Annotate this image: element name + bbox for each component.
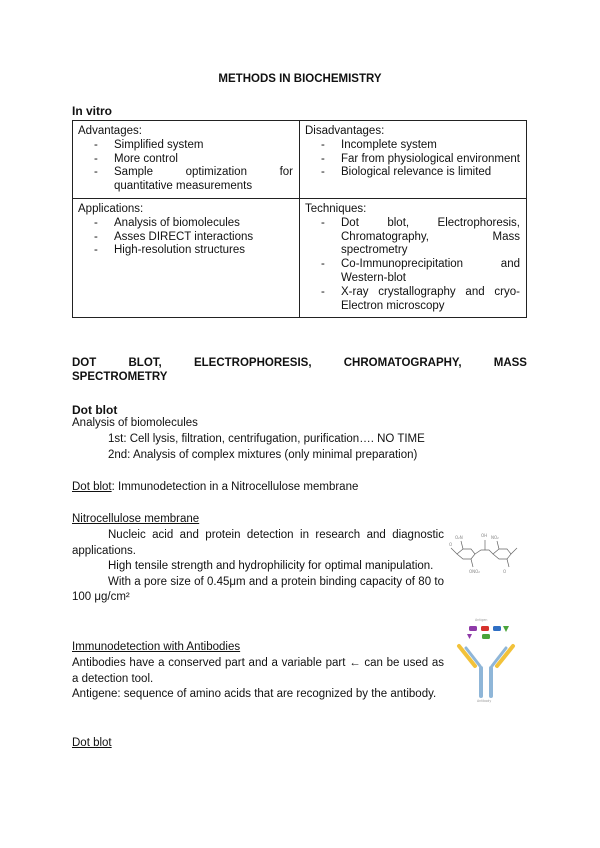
dot-blot-definition [72, 480, 358, 496]
disadvantage-item: - Biological relevance is limited [305, 166, 520, 180]
techniques-cell [300, 198, 527, 317]
advantage-item: - More control [78, 153, 293, 167]
nitrocellulose-text [72, 528, 444, 606]
svg-text:OH: OH [481, 533, 488, 538]
nitrocellulose-paragraph: Nucleic acid and protein detection in research and diagnostic applications. [72, 529, 444, 557]
in-vitro-heading: In vitro [72, 104, 113, 118]
heading-word: DOT [72, 357, 97, 369]
svg-text:NO₂: NO₂ [491, 535, 499, 540]
heading-line-2: SPECTROMETRY [72, 371, 168, 383]
disadvantage-item: - Incomplete system [305, 139, 520, 153]
antibody-figure [451, 614, 521, 706]
heading-word: BLOT, [128, 357, 162, 369]
application-item: - Analysis of biomolecules [78, 217, 293, 231]
heading-word: MASS [493, 357, 527, 369]
svg-text:ONO₂: ONO₂ [469, 569, 480, 574]
svg-text:O: O [503, 569, 507, 574]
step-1-text: 1st: Cell lysis, filtration, centrifugation, purification…. NO TIME [108, 433, 425, 445]
disadvantage-item: - Far from physiological environment [305, 153, 520, 167]
disadvantages-label: Disadvantages: [305, 125, 385, 137]
technique-item: - Dot blot, Electrophoresis, Chromatography, Mass spectrometry [305, 217, 520, 258]
immunodetection-paragraph: Antigene: sequence of amino acids that are recognized by the antibody. [72, 688, 437, 701]
nitrocellulose-heading: Nitrocellulose membrane [72, 513, 200, 525]
advantages-label: Advantages: [78, 125, 142, 137]
definition-term: Dot blot [72, 481, 112, 493]
immunodetection-text [72, 656, 444, 703]
advantage-item: - Simplified system [78, 139, 293, 153]
techniques-label: Techniques: [305, 202, 367, 215]
applications-label: Applications: [78, 202, 144, 215]
immunodetection-heading: Immunodetection with Antibodies [72, 641, 241, 653]
section-heading-methods [72, 356, 527, 384]
nitrocellulose-paragraph: With a pore size of 0.45μm and a protein binding capacity of 80 to 100 μg/cm² [72, 575, 444, 604]
heading-word: ELECTROPHORESIS, [193, 357, 312, 369]
heading-word: CHROMATOGRAPHY, [343, 357, 462, 369]
definition-text: : Immunodetection in a Nitrocellulose membrane [111, 481, 359, 493]
disadvantages-cell [300, 121, 527, 199]
applications-cell [73, 198, 300, 317]
nitrocellulose-structure-figure [447, 528, 521, 580]
application-item: - Asses DIRECT interactions [78, 231, 293, 245]
application-item: - High-resolution structures [78, 244, 293, 258]
page-title: METHODS IN BIOCHEMISTRY [218, 73, 382, 85]
svg-text:Antigen: Antigen [475, 618, 488, 622]
svg-text:O₂N: O₂N [455, 535, 463, 540]
advantages-cell [73, 121, 300, 199]
analysis-text: Analysis of biomolecules [72, 417, 198, 429]
svg-text:O: O [449, 542, 453, 547]
in-vitro-table [72, 120, 527, 318]
dot-blot-heading: Dot blot [72, 403, 118, 417]
nitrocellulose-paragraph: High tensile strength and hydrophilicity for optimal manipulation. [108, 560, 434, 573]
step-2-text: 2nd: Analysis of complex mixtures (only minimal preparation) [108, 449, 418, 461]
technique-item: - Co-Immunoprecipitation and Western-blot [305, 258, 520, 286]
svg-text:Antibody: Antibody [477, 699, 492, 703]
technique-item: - X-ray crystallography and cryo-Electron microscopy [305, 286, 520, 314]
advantage-item: - Sample optimization for quantitative measurements [78, 166, 293, 194]
dot-blot-subheading: Dot blot [72, 737, 112, 749]
antigen-markers [467, 626, 509, 639]
immunodetection-paragraph: Antibodies have a conserved part and a variable part ← can be used as a detection tool. [72, 657, 444, 685]
